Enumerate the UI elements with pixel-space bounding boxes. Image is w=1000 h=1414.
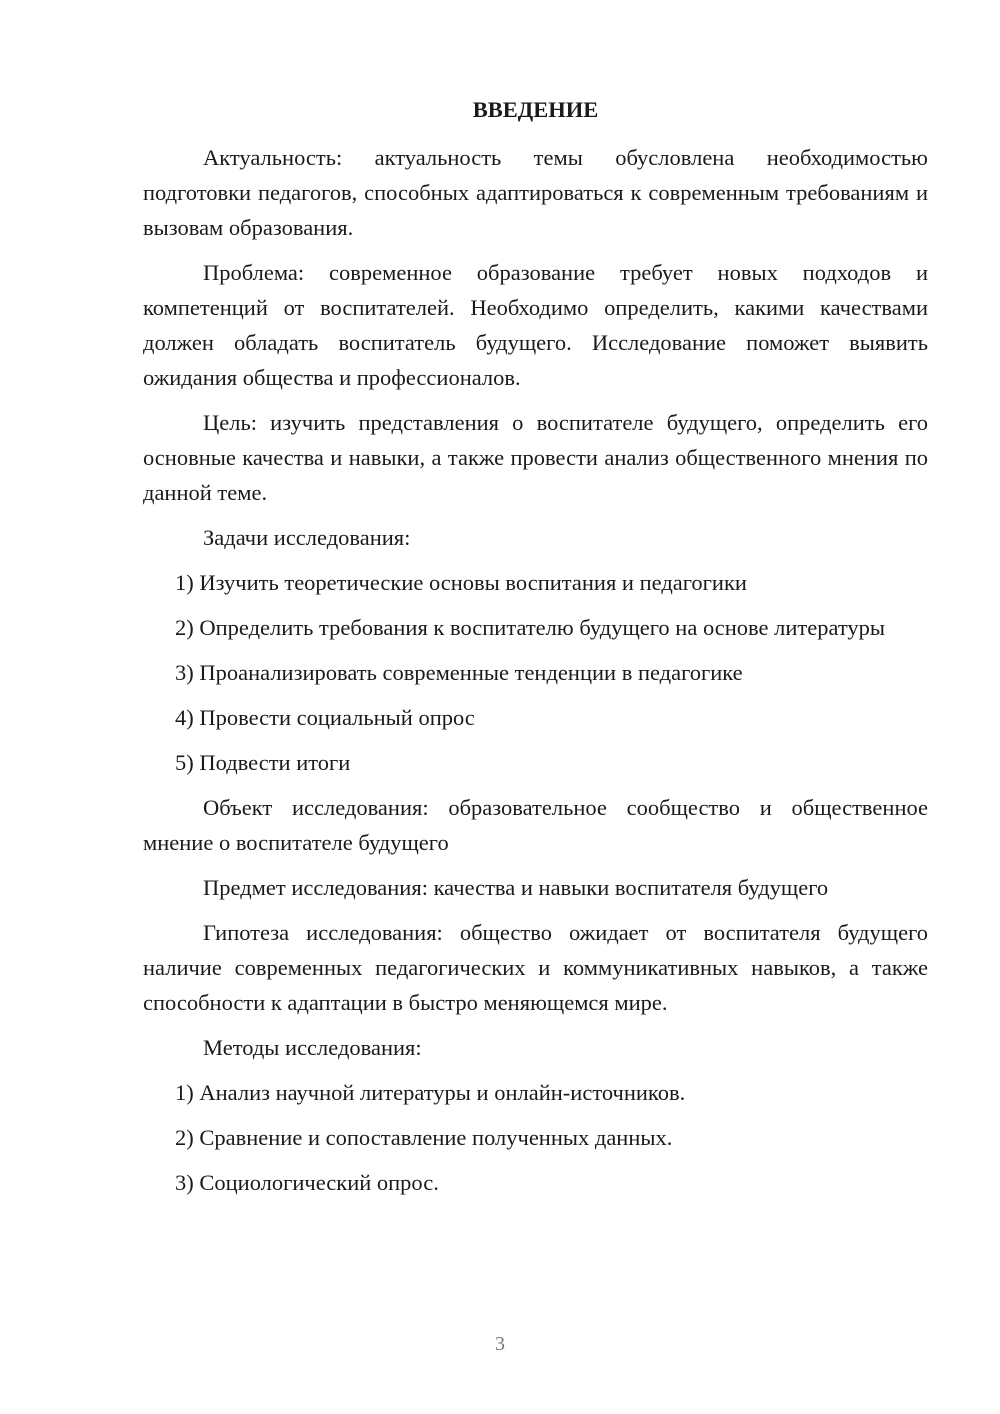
object-paragraph: Объект исследования: образовательное сообщество и общественное мнение о воспитателе будущего <box>143 795 928 855</box>
task-item-3: 3) Проанализировать современные тенденции в педагогике <box>175 660 743 685</box>
problem-paragraph: Проблема: современное образование требует новых подходов и компетенций от воспитателей. Необходимо определить, какими качествами должен обладать воспитатель будущего. Исследование поможет выявить ожидания общества и профессионалов. <box>143 260 928 390</box>
method-item-3: 3) Социологический опрос. <box>175 1170 439 1195</box>
hypothesis-paragraph: Гипотеза исследования: общество ожидает от воспитателя будущего наличие современных педагогических и коммуникативных навыков, а также способности к адаптации в быстро меняющемся мире. <box>143 920 928 1015</box>
goal-paragraph: Цель: изучить представления о воспитателе будущего, определить его основные качества и навыки, а также провести анализ общественного мнения по данной теме. <box>143 410 928 505</box>
subject-paragraph: Предмет исследования: качества и навыки воспитателя будущего <box>203 875 829 900</box>
method-item-1: 1) Анализ научной литературы и онлайн-источников. <box>175 1080 686 1105</box>
task-item-4: 4) Провести социальный опрос <box>175 705 475 730</box>
task-item-2: 2) Определить требования к воспитателю будущего на основе литературы <box>175 615 886 640</box>
method-item-2: 2) Сравнение и сопоставление полученных данных. <box>175 1125 673 1150</box>
relevance-paragraph: Актуальность: актуальность темы обусловлена необходимостью подготовки педагогов, способных адаптироваться к современным требованиям и вызовам образования. <box>143 145 928 240</box>
page-number: 3 <box>495 1333 505 1355</box>
section-heading: ВВЕДЕНИЕ <box>472 97 599 122</box>
task-item-5: 5) Подвести итоги <box>175 750 351 775</box>
methods-label: Методы исследования: <box>203 1035 422 1060</box>
document-page <box>143 92 928 1210</box>
task-item-1: 1) Изучить теоретические основы воспитания и педагогики <box>175 570 747 595</box>
tasks-label: Задачи исследования: <box>203 525 411 550</box>
